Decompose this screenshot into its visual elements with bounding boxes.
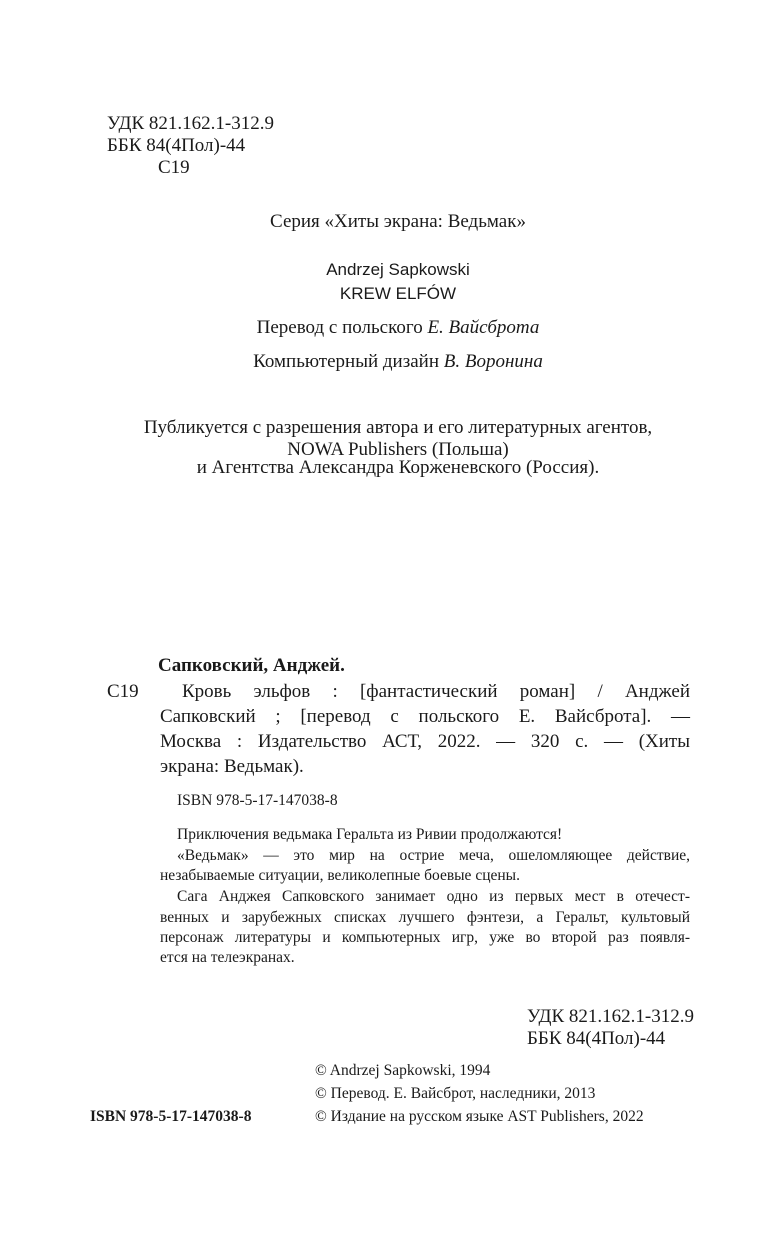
catalog-author-heading: Сапковский, Анджей. [158,655,345,676]
annotation-line: венных и зарубежных списках лучшего фэнтези, а Геральт, культовый [160,909,690,926]
author-mark: С19 [158,157,190,178]
permission-line: NOWA Publishers (Польша) [287,439,509,460]
footer-udk-code: УДК 821.162.1-312.9 [527,1006,694,1027]
design-credit [14,352,768,371]
annotation-line: «Ведьмак» — это мир на острие меча, ошеломляющее действие, [177,847,690,864]
original-title: KREW ELFÓW [339,284,457,303]
bbk-code: ББК 84(4Пол)-44 [107,135,246,156]
catalog-isbn: ISBN 978-5-17-147038-8 [177,792,338,809]
original-author: Andrzej Sapkowski [326,260,470,279]
annotation-line: незабываемые ситуации, великолепные боевые сцены. [160,867,520,884]
translation-label: Перевод с польского [256,317,423,338]
design-label: Компьютерный дизайн [253,351,440,372]
annotation-line: персонаж литературы и компьютерных игр, уже во второй раз появля- [160,929,690,946]
permission-line: и Агентства Александра Корженевского (Россия). [196,457,600,478]
udk-code: УДК 821.162.1-312.9 [107,113,274,134]
annotation-line: ется на телеэкранах. [160,949,295,966]
catalog-line: Кровь эльфов : [фантастический роман] / Анджей [182,681,690,702]
series-title: Серия «Хиты экрана: Ведьмак» [270,211,526,232]
footer-bbk-code: ББК 84(4Пол)-44 [527,1028,666,1049]
annotation-line: Сага Анджея Сапковского занимает одно из первых мест в отечест- [177,888,690,905]
catalog-mark: С19 [107,681,139,702]
copyright-line: © Andrzej Sapkowski, 1994 [315,1062,491,1079]
annotation-line: Приключения ведьмака Геральта из Ривии продолжаются! [177,826,563,843]
copyright-line: © Издание на русском языке AST Publishers, 2022 [315,1108,644,1125]
catalog-line: экрана: Ведьмак). [160,756,304,777]
designer-name: В. Воронина [443,351,543,372]
translator-name: Е. Вайсброта [427,317,540,338]
isbn-bold: ISBN 978-5-17-147038-8 [90,1108,252,1125]
copyright-line: © Перевод. Е. Вайсброт, наследники, 2013 [315,1085,596,1102]
catalog-line: Москва : Издательство АСТ, 2022. — 320 с. — (Хиты [160,731,690,752]
catalog-line: Сапковский ; [перевод с польского Е. Вайсброта]. — [160,706,690,727]
permission-line: Публикуется с разрешения автора и его литературных агентов, [143,417,653,438]
translation-credit [14,318,768,337]
